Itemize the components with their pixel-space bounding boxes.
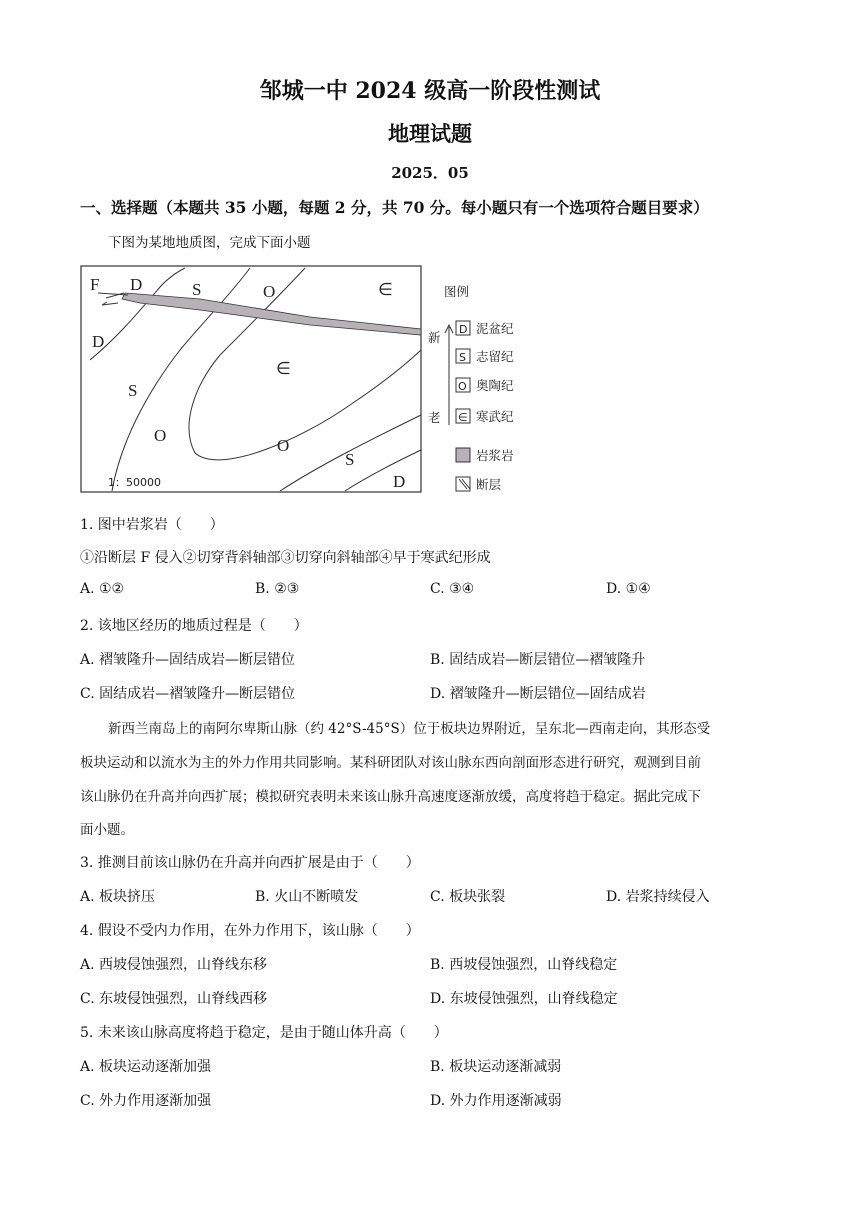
q2-option-b[interactable]: B. 固结成岩—断层错位—褶皱隆升 bbox=[430, 652, 646, 668]
q1-stem: 1. 图中岩浆岩（ ） bbox=[80, 517, 224, 533]
q4-stem: 4. 假设不受内力作用，在外力作用下，该山脉（ ） bbox=[80, 923, 420, 939]
q1-option-b[interactable]: B. ②③ bbox=[255, 581, 300, 597]
legend-text-o: 奥陶纪 bbox=[476, 378, 514, 393]
legend-title: 图例 bbox=[444, 284, 470, 299]
label-c-core: ∈ bbox=[276, 359, 291, 378]
passage-line-4: 面小题。 bbox=[80, 822, 134, 838]
legend-sym-d: D bbox=[459, 323, 468, 336]
geologic-map bbox=[80, 265, 522, 495]
q5-stem: 5. 未来该山脉高度将趋于稳定，是由于随山体升高（ ） bbox=[80, 1025, 448, 1041]
passage-line-1: 新西兰南岛上的南阿尔卑斯山脉（约 42°S-45°S）位于板块边界附近，呈东北—西南走向，其形态受 bbox=[108, 721, 711, 737]
label-s-left: S bbox=[128, 381, 138, 400]
legend-sym-s: S bbox=[459, 351, 466, 364]
exam-date: 2025．05 bbox=[391, 164, 469, 182]
label-s-top: S bbox=[192, 280, 202, 299]
legend-text-fault: 断层 bbox=[476, 477, 502, 492]
q4-option-b[interactable]: B. 西坡侵蚀强烈，山脊线稳定 bbox=[430, 957, 618, 973]
label-d-left: D bbox=[92, 332, 105, 351]
q3-option-c[interactable]: C. 板块张裂 bbox=[430, 889, 506, 905]
legend-text-d: 泥盆纪 bbox=[476, 321, 514, 336]
legend-box-magma bbox=[456, 448, 470, 462]
legend-sym-c: ∈ bbox=[458, 411, 468, 424]
label-d-top: D bbox=[130, 275, 143, 294]
q5-option-c[interactable]: C. 外力作用逐渐加强 bbox=[80, 1093, 212, 1109]
figure-intro: 下图为某地地质图，完成下面小题 bbox=[108, 235, 311, 251]
label-o-right: O bbox=[277, 436, 290, 455]
q4-option-a[interactable]: A. 西坡侵蚀强烈，山脊线东移 bbox=[80, 957, 268, 973]
label-d-right: D bbox=[393, 472, 406, 491]
label-f: F bbox=[90, 275, 100, 294]
legend-text-magma: 岩浆岩 bbox=[476, 448, 514, 463]
q4-option-c[interactable]: C. 东坡侵蚀强烈，山脊线西移 bbox=[80, 991, 268, 1007]
q1-option-c[interactable]: C. ③④ bbox=[430, 581, 475, 597]
legend-new: 新 bbox=[428, 330, 441, 345]
legend-text-c: 寒武纪 bbox=[476, 409, 514, 424]
q5-option-a[interactable]: A. 板块运动逐渐加强 bbox=[80, 1059, 212, 1075]
map-scale: 1：50000 bbox=[108, 476, 161, 489]
q2-option-d[interactable]: D. 褶皱隆升—断层错位—固结成岩 bbox=[430, 686, 646, 702]
legend-sym-o: O bbox=[458, 380, 467, 393]
q5-option-b[interactable]: B. 板块运动逐渐减弱 bbox=[430, 1059, 562, 1075]
q1-option-d[interactable]: D. ①④ bbox=[606, 581, 651, 597]
q3-option-d[interactable]: D. 岩浆持续侵入 bbox=[606, 889, 710, 905]
q3-option-b[interactable]: B. 火山不断喷发 bbox=[255, 889, 359, 905]
q4-option-d[interactable]: D. 东坡侵蚀强烈，山脊线稳定 bbox=[430, 991, 618, 1007]
legend-text-s: 志留纪 bbox=[476, 349, 514, 364]
q1-option-a[interactable]: A. ①② bbox=[80, 581, 125, 597]
q2-stem: 2. 该地区经历的地质过程是（ ） bbox=[80, 618, 308, 634]
q1-statements: ①沿断层 F 侵入②切穿背斜轴部③切穿向斜轴部④早于寒武纪形成 bbox=[80, 550, 491, 566]
label-o-left: O bbox=[154, 426, 167, 445]
legend-old: 老 bbox=[428, 410, 441, 425]
subject-title: 地理试题 bbox=[388, 121, 472, 146]
exam-title: 邹城一中 2024 级高一阶段性测试 bbox=[259, 78, 601, 104]
passage-line-2: 板块运动和以流水为主的外力作用共同影响。某科研团队对该山脉东西向剖面形态进行研究，观测到目前 bbox=[80, 755, 701, 771]
label-c-top: ∈ bbox=[378, 280, 393, 299]
label-s-right: S bbox=[345, 450, 355, 469]
q3-option-a[interactable]: A. 板块挤压 bbox=[80, 889, 156, 905]
passage-line-3: 该山脉仍在升高并向西扩展；模拟研究表明未来该山脉升高速度逐渐放缓，高度将趋于稳定。据此完成下 bbox=[80, 789, 701, 805]
label-o-top: O bbox=[263, 282, 276, 301]
q2-option-c[interactable]: C. 固结成岩—褶皱隆升—断层错位 bbox=[80, 686, 296, 702]
q3-stem: 3. 推测目前该山脉仍在升高并向西扩展是由于（ ） bbox=[80, 855, 420, 871]
q2-option-a[interactable]: A. 褶皱隆升—固结成岩—断层错位 bbox=[80, 652, 296, 668]
section-heading: 一、选择题（本题共 35 小题，每题 2 分，共 70 分。每小题只有一个选项符合题目要求） bbox=[80, 198, 709, 217]
q5-option-d[interactable]: D. 外力作用逐渐减弱 bbox=[430, 1093, 562, 1109]
